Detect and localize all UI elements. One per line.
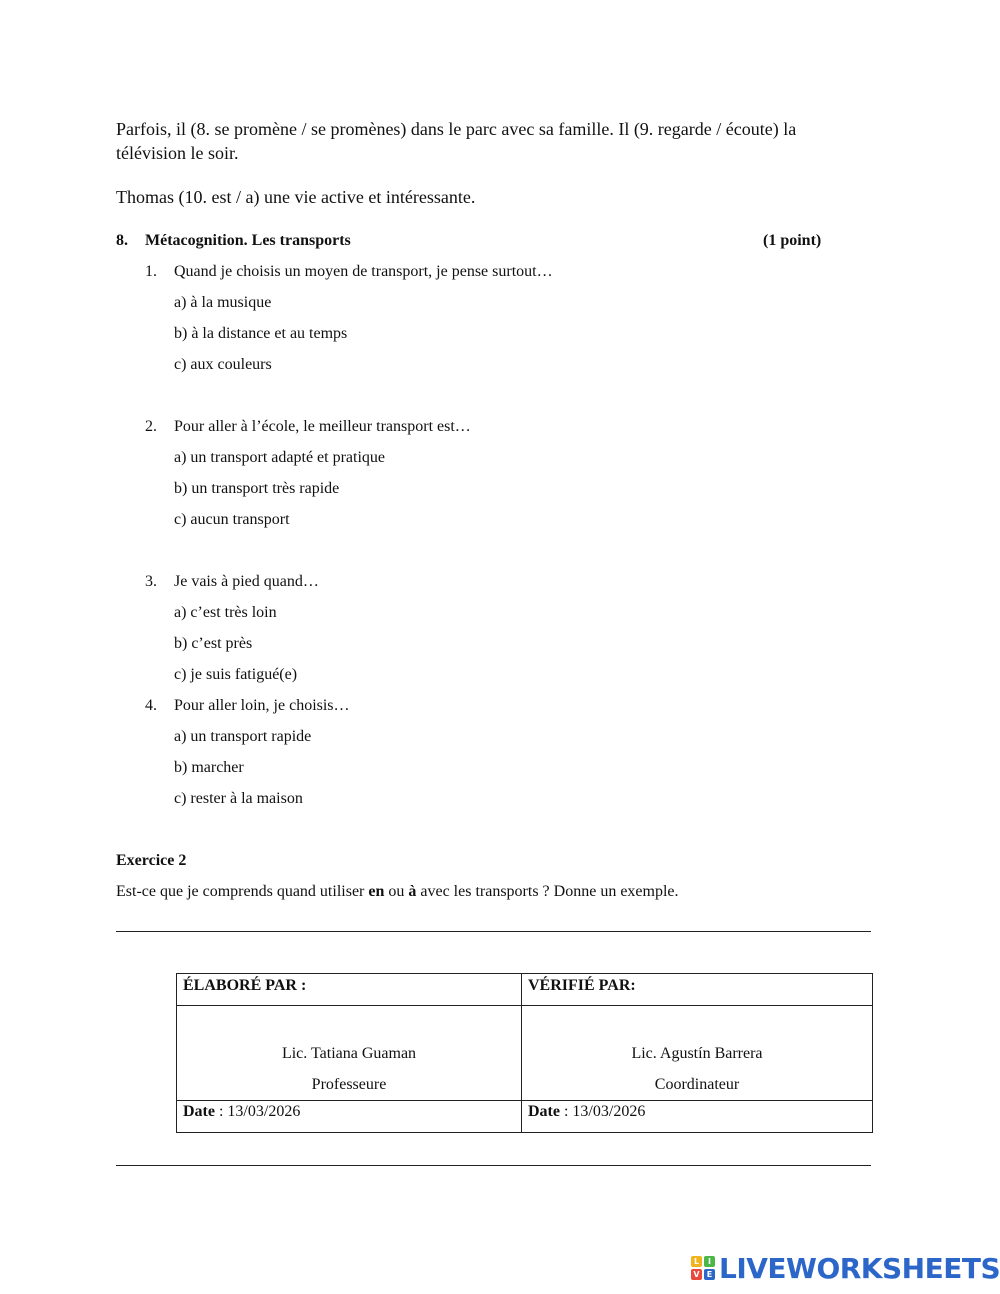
answer-option[interactable]: b) un transport très rapide [174,480,340,497]
logo-text: LIVEWORKSHEETS [719,1251,1000,1285]
answer-option[interactable]: b) marcher [174,759,244,776]
preparer-role: Professeure [311,1076,387,1093]
bottom-divider [116,1165,871,1166]
date-value: : 13/03/2026 [214,1103,301,1120]
verifier-role: Coordinateur [654,1076,740,1093]
intro-paragraph [116,117,876,165]
liveworksheets-logo [691,1252,1000,1284]
verifier-name: Lic. Agustín Barrera [631,1045,763,1062]
answer-option[interactable]: c) je suis fatigué(e) [174,666,298,683]
date-value: : 13/03/2026 [559,1103,646,1120]
logo-mark-l: L [691,1256,702,1267]
question-number: 2. [145,418,157,435]
exercise-question-start: Est-ce que je comprends quand utiliser [116,883,369,900]
signature-table [176,973,873,1133]
answer-option[interactable]: a) à la musique [174,294,272,311]
intro-line-3: Thomas (10. est / a) une vie active et intéressante. [116,187,476,207]
section-title: Métacognition. Les transports [145,232,351,249]
exercise-question-mid: ou [384,883,409,900]
verified-date [522,1101,873,1133]
verified-by-cell [522,1006,873,1101]
answer-option[interactable]: a) un transport rapide [174,728,312,745]
question-number: 1. [145,263,157,280]
logo-mark-e: E [704,1269,715,1280]
section-number: 8. [116,232,128,249]
answer-option[interactable]: c) rester à la maison [174,790,303,807]
date-label: Date [528,1103,560,1120]
answer-option[interactable]: a) un transport adapté et pratique [174,449,386,466]
answer-option[interactable]: b) c’est près [174,635,253,652]
prepared-date [177,1101,522,1133]
keyword-a: à [408,883,417,900]
date-label: Date [183,1103,215,1120]
question-text: Quand je choisis un moyen de transport, je pense surtout… [174,263,553,280]
verified-by-header: VÉRIFIÉ PAR: [522,974,873,1006]
prepared-by-header: ÉLABORÉ PAR : [177,974,522,1006]
exercise-question-end: avec les transports ? Donne un exemple. [416,883,679,900]
question-text: Pour aller loin, je choisis… [174,697,350,714]
intro-line-1: Parfois, il (8. se promène / se promènes) dans le parc avec sa famille. Il (9. regarde / écoute) la [116,119,797,139]
answer-option[interactable]: a) c’est très loin [174,604,277,621]
answer-option[interactable]: c) aucun transport [174,511,290,528]
logo-mark-i: I [704,1256,715,1267]
intro-line-2: télévision le soir. [116,143,239,163]
keyword-en: en [368,883,385,900]
question-number: 3. [145,573,157,590]
exercise-title: Exercice 2 [116,852,187,869]
preparer-name: Lic. Tatiana Guaman [281,1045,417,1062]
prepared-by-cell [177,1006,522,1101]
section-points: (1 point) [763,232,822,249]
logo-mark-v: V [691,1269,702,1280]
answer-option[interactable]: c) aux couleurs [174,356,272,373]
question-text: Pour aller à l’école, le meilleur transport est… [174,418,471,435]
question-number: 4. [145,697,157,714]
answer-line[interactable] [116,931,871,932]
exercise-question [116,882,679,902]
logo-mark-icon [691,1256,715,1280]
answer-option[interactable]: b) à la distance et au temps [174,325,348,342]
question-text: Je vais à pied quand… [174,573,319,590]
